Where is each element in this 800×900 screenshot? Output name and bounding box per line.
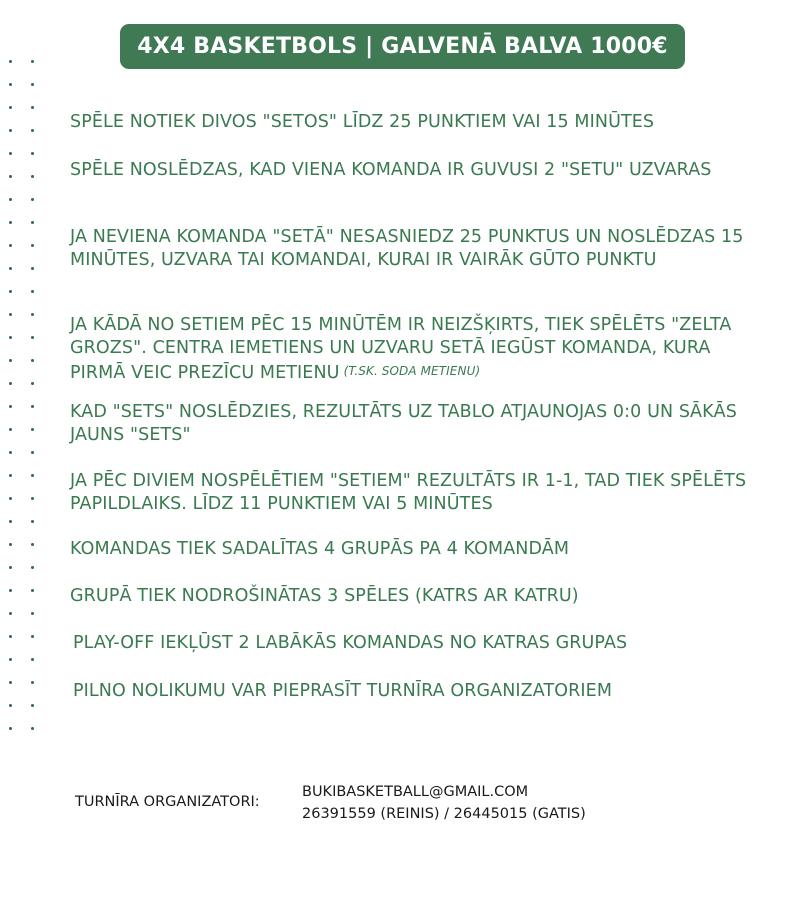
decor-dot (31, 474, 34, 477)
decor-dot (31, 83, 34, 86)
rule-text: JA KĀDĀ NO SETIEM PĒC 15 MINŪTĒM IR NEIZŠĶIRTS, TIEK SPĒLĒTS "ZELTA GROZS". CENTRA IEMETIENS UN UZVARU SETĀ IEGŪST KOMANDA, KURA PIRMĀ VEIC PREZĪCU METIENU (70, 315, 732, 383)
decor-dot (31, 727, 34, 730)
decor-dot (9, 60, 12, 63)
organizers-phones: 26391559 (REINIS) / 26445015 (GATIS) (302, 806, 586, 822)
rule-text: PILNO NOLIKUMU VAR PIEPRASĪT TURNĪRA ORGANIZATORIEM (73, 681, 613, 701)
decor-dot (31, 60, 34, 63)
decor-dot (9, 175, 12, 178)
decor-dot (9, 543, 12, 546)
decor-dot (9, 382, 12, 385)
decor-dot (9, 566, 12, 569)
decor-dot (9, 83, 12, 86)
decor-dot (31, 336, 34, 339)
decor-dot (9, 106, 12, 109)
organizers-email: BUKIBASKETBALL@GMAIL.COM (302, 784, 529, 800)
decor-dot (9, 727, 12, 730)
rule-text: KAD "SETS" NOSLĒDZIES, REZULTĀTS UZ TABLO ATJAUNOJAS 0:0 UN SĀKĀS JAUNS "SETS" (70, 402, 737, 445)
rule-text: JA NEVIENA KOMANDA "SETĀ" NESASNIEDZ 25 PUNKTUS UN NOSLĒDZAS 15 MINŪTES, UZVARA TAI KOMANDAI, KURAI IR VAIRĀK GŪTO PUNKTU (70, 227, 744, 270)
decor-dot (31, 635, 34, 638)
decor-dot (9, 681, 12, 684)
rule-item (70, 226, 750, 272)
decor-dot (9, 336, 12, 339)
decor-dot (31, 152, 34, 155)
decor-dot (31, 290, 34, 293)
decor-dot (31, 175, 34, 178)
decor-dot (9, 359, 12, 362)
decor-dot (9, 129, 12, 132)
rule-item (70, 470, 750, 516)
decor-dot (31, 244, 34, 247)
rule-text: SPĒLE NOSLĒDZAS, KAD VIENA KOMANDA IR GUVUSI 2 "SETU" UZVARAS (70, 160, 712, 180)
decor-dot (31, 451, 34, 454)
rule-text: PLAY-OFF IEKĻŪST 2 LABĀKĀS KOMANDAS NO KATRAS GRUPAS (73, 633, 628, 653)
decor-dot (9, 428, 12, 431)
organizers-label: TURNĪRA ORGANIZATORI: (75, 794, 260, 810)
rule-item (70, 314, 750, 385)
decor-dot (9, 635, 12, 638)
rule-text: SPĒLE NOTIEK DIVOS "SETOS" LĪDZ 25 PUNKTIEM VAI 15 MINŪTES (70, 112, 655, 132)
decor-dot (31, 198, 34, 201)
rule-item (70, 538, 750, 561)
decor-dot (9, 474, 12, 477)
decorative-dots (0, 60, 45, 750)
decor-dot (9, 612, 12, 615)
decor-dot (31, 313, 34, 316)
organizers-contacts (302, 781, 586, 825)
decor-dot (9, 658, 12, 661)
decor-dot (31, 428, 34, 431)
decor-dot (31, 681, 34, 684)
page-title: 4X4 BASKETBOLS | GALVENĀ BALVA 1000€ (120, 24, 685, 69)
decor-dot (9, 313, 12, 316)
decor-dot (31, 612, 34, 615)
decor-dot (31, 129, 34, 132)
decor-dot (31, 382, 34, 385)
decor-dot (31, 497, 34, 500)
decor-dot (9, 221, 12, 224)
decor-dot (9, 152, 12, 155)
rule-item (70, 159, 750, 182)
decor-dot (9, 244, 12, 247)
decor-dot (9, 520, 12, 523)
rule-item (73, 632, 753, 655)
decor-dot (9, 405, 12, 408)
decor-dot (9, 589, 12, 592)
decor-dot (31, 359, 34, 362)
decor-dot (9, 198, 12, 201)
decor-dot (9, 267, 12, 270)
decor-dot (31, 589, 34, 592)
rule-text: JA PĒC DIVIEM NOSPĒLĒTIEM "SETIEM" REZULTĀTS IR 1-1, TAD TIEK SPĒLĒTS PAPILDLAIKS. LĪDZ 11 PUNKTIEM VAI 5 MINŪTES (70, 471, 747, 514)
rule-item (70, 585, 750, 608)
decor-dot (31, 520, 34, 523)
decor-dot (9, 704, 12, 707)
rule-note: (T.SK. SODA METIENU) (343, 364, 481, 378)
decor-dot (31, 543, 34, 546)
decor-dot (9, 497, 12, 500)
rule-item (70, 111, 750, 134)
rule-text: KOMANDAS TIEK SADALĪTAS 4 GRUPĀS PA 4 KOMANDĀM (70, 539, 570, 559)
decor-dot (9, 290, 12, 293)
decor-dot (9, 451, 12, 454)
rule-item (70, 401, 750, 447)
decor-dot (31, 106, 34, 109)
decor-dot (31, 405, 34, 408)
decor-dot (31, 658, 34, 661)
decor-dot (31, 704, 34, 707)
rule-item (73, 680, 753, 703)
decor-dot (31, 221, 34, 224)
decor-dot (31, 267, 34, 270)
rule-text: GRUPĀ TIEK NODROŠINĀTAS 3 SPĒLES (KATRS AR KATRU) (70, 586, 579, 606)
decor-dot (31, 566, 34, 569)
